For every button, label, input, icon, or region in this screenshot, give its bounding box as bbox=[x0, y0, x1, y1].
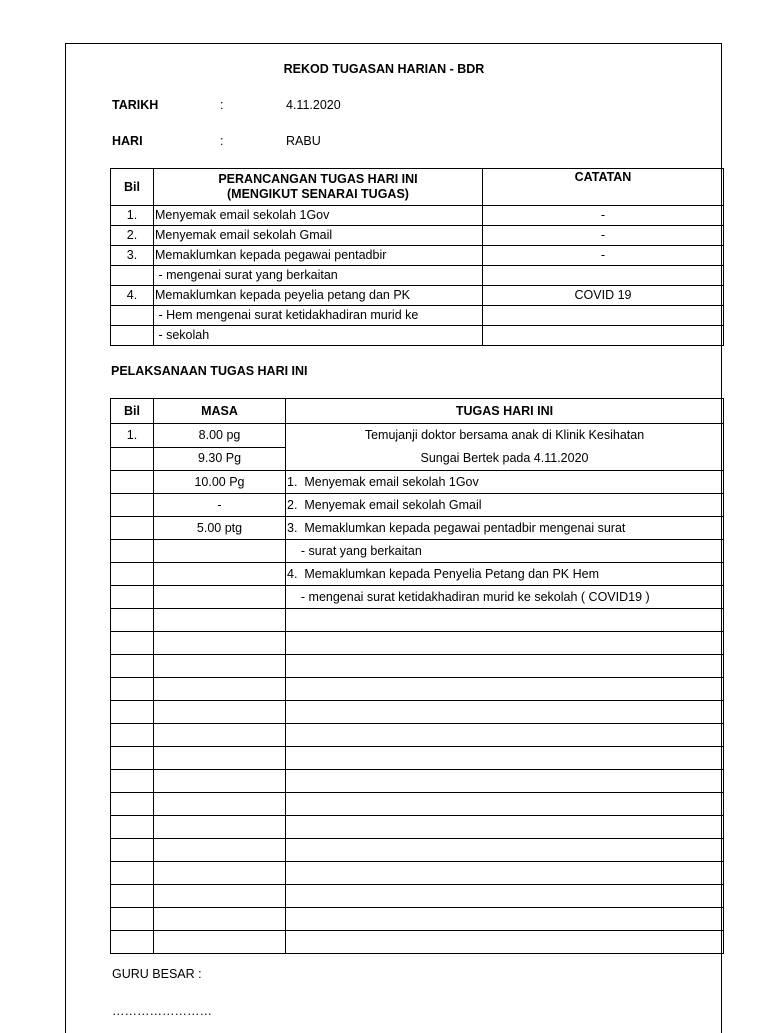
plan-row bbox=[111, 306, 724, 326]
exec-row-tugas: 4. Memaklumkan kepada Penyelia Petang dan PK Hem bbox=[286, 563, 724, 586]
plan-row-note bbox=[483, 326, 724, 346]
execution-empty-row bbox=[111, 724, 724, 747]
exec-empty-bil bbox=[111, 839, 154, 862]
execution-heading: PELAKSANAAN TUGAS HARI INI bbox=[111, 364, 308, 378]
exec-empty-tugas bbox=[286, 839, 724, 862]
exec-row-bil bbox=[111, 471, 154, 494]
exec-empty-masa bbox=[154, 931, 286, 954]
execution-empty-row bbox=[111, 770, 724, 793]
exec-empty-tugas bbox=[286, 862, 724, 885]
plan-row-note: - bbox=[483, 206, 724, 226]
execution-empty-row bbox=[111, 931, 724, 954]
exec-row-masa: 8.00 pg bbox=[154, 424, 286, 448]
exec-row-masa: 10.00 Pg bbox=[154, 471, 286, 494]
plan-row-task: Memaklumkan kepada peyelia petang dan PK bbox=[154, 286, 483, 306]
plan-header-perancangan bbox=[154, 169, 483, 206]
exec-row-masa bbox=[154, 563, 286, 586]
exec-row-tugas: 2. Menyemak email sekolah Gmail bbox=[286, 494, 724, 517]
tarikh-value: 4.11.2020 bbox=[286, 98, 341, 112]
exec-empty-masa bbox=[154, 655, 286, 678]
hari-colon: : bbox=[220, 134, 224, 148]
plan-row-note bbox=[483, 266, 724, 286]
exec-row-tugas: - surat yang berkaitan bbox=[286, 540, 724, 563]
exec-empty-masa bbox=[154, 678, 286, 701]
plan-row bbox=[111, 266, 724, 286]
exec-empty-masa bbox=[154, 747, 286, 770]
hari-value: RABU bbox=[286, 134, 321, 148]
exec-empty-bil bbox=[111, 908, 154, 931]
exec-header-masa: MASA bbox=[154, 399, 286, 424]
exec-row-masa: 9.30 Pg bbox=[154, 447, 286, 471]
exec-row-masa bbox=[154, 586, 286, 609]
exec-empty-masa bbox=[154, 701, 286, 724]
exec-empty-bil bbox=[111, 678, 154, 701]
exec-row-bil bbox=[111, 563, 154, 586]
exec-header-bil: Bil bbox=[111, 399, 154, 424]
tarikh-colon: : bbox=[220, 98, 224, 112]
execution-empty-row bbox=[111, 678, 724, 701]
plan-row-task: Menyemak email sekolah Gmail bbox=[154, 226, 483, 246]
execution-table bbox=[110, 398, 724, 954]
exec-empty-tugas bbox=[286, 770, 724, 793]
exec-empty-tugas bbox=[286, 701, 724, 724]
exec-first-task bbox=[286, 424, 724, 471]
plan-row-bil bbox=[111, 306, 154, 326]
plan-table bbox=[110, 168, 724, 346]
exec-empty-masa bbox=[154, 908, 286, 931]
exec-empty-bil bbox=[111, 724, 154, 747]
plan-row-bil: 4. bbox=[111, 286, 154, 306]
hari-label: HARI bbox=[112, 134, 143, 148]
exec-empty-tugas bbox=[286, 793, 724, 816]
exec-row-bil bbox=[111, 517, 154, 540]
exec-row-tugas: - mengenai surat ketidakhadiran murid ke sekolah ( COVID19 ) bbox=[286, 586, 724, 609]
execution-empty-row bbox=[111, 701, 724, 724]
execution-empty-row bbox=[111, 655, 724, 678]
plan-row bbox=[111, 226, 724, 246]
exec-row-tugas: 3. Memaklumkan kepada pegawai pentadbir mengenai surat bbox=[286, 517, 724, 540]
execution-empty-row bbox=[111, 908, 724, 931]
plan-row-bil: 3. bbox=[111, 246, 154, 266]
exec-row-bil bbox=[111, 447, 154, 471]
exec-header-tugas: TUGAS HARI INI bbox=[286, 399, 724, 424]
exec-empty-bil bbox=[111, 816, 154, 839]
exec-empty-masa bbox=[154, 862, 286, 885]
guru-besar-label: GURU BESAR : bbox=[112, 967, 202, 981]
execution-row bbox=[111, 424, 724, 448]
exec-empty-tugas bbox=[286, 609, 724, 632]
exec-row-bil bbox=[111, 494, 154, 517]
exec-empty-masa bbox=[154, 839, 286, 862]
exec-empty-masa bbox=[154, 885, 286, 908]
plan-row-bil: 1. bbox=[111, 206, 154, 226]
execution-empty-row bbox=[111, 816, 724, 839]
plan-row bbox=[111, 286, 724, 306]
plan-row-task: - mengenai surat yang berkaitan bbox=[154, 266, 483, 286]
exec-empty-bil bbox=[111, 862, 154, 885]
exec-empty-bil bbox=[111, 793, 154, 816]
execution-row bbox=[111, 517, 724, 540]
exec-empty-masa bbox=[154, 770, 286, 793]
exec-empty-bil bbox=[111, 701, 154, 724]
plan-row bbox=[111, 326, 724, 346]
exec-empty-tugas bbox=[286, 655, 724, 678]
plan-row-note bbox=[483, 306, 724, 326]
exec-empty-bil bbox=[111, 609, 154, 632]
exec-empty-tugas bbox=[286, 931, 724, 954]
plan-table-header bbox=[111, 169, 724, 206]
exec-first-task-line1: Temujanji doktor bersama anak di Klinik Kesihatan bbox=[364, 428, 645, 442]
exec-empty-tugas bbox=[286, 908, 724, 931]
exec-empty-tugas bbox=[286, 816, 724, 839]
exec-empty-masa bbox=[154, 816, 286, 839]
plan-row-task: - Hem mengenai surat ketidakhadiran murid ke bbox=[154, 306, 483, 326]
plan-row-bil: 2. bbox=[111, 226, 154, 246]
exec-first-task-line2: Sungai Bertek pada 4.11.2020 bbox=[420, 451, 589, 465]
execution-row bbox=[111, 540, 724, 563]
execution-empty-row bbox=[111, 839, 724, 862]
plan-row bbox=[111, 206, 724, 226]
execution-empty-row bbox=[111, 793, 724, 816]
exec-empty-masa bbox=[154, 724, 286, 747]
execution-empty-row bbox=[111, 862, 724, 885]
exec-empty-masa bbox=[154, 609, 286, 632]
plan-row-task: Menyemak email sekolah 1Gov bbox=[154, 206, 483, 226]
plan-row-note: - bbox=[483, 226, 724, 246]
exec-empty-tugas bbox=[286, 885, 724, 908]
exec-empty-masa bbox=[154, 632, 286, 655]
plan-row-bil bbox=[111, 266, 154, 286]
plan-header-perancangan-line1: PERANCANGAN TUGAS HARI INI bbox=[218, 172, 418, 186]
plan-header-catatan: CATATAN bbox=[483, 169, 724, 206]
execution-empty-row bbox=[111, 632, 724, 655]
plan-header-perancangan-line2: (MENGIKUT SENARAI TUGAS) bbox=[227, 187, 409, 201]
exec-empty-bil bbox=[111, 747, 154, 770]
execution-empty-row bbox=[111, 747, 724, 770]
plan-row-task: - sekolah bbox=[154, 326, 483, 346]
execution-row bbox=[111, 471, 724, 494]
exec-empty-bil bbox=[111, 655, 154, 678]
plan-row-task: Memaklumkan kepada pegawai pentadbir bbox=[154, 246, 483, 266]
exec-row-masa bbox=[154, 540, 286, 563]
exec-row-tugas: 1. Menyemak email sekolah 1Gov bbox=[286, 471, 724, 494]
exec-empty-tugas bbox=[286, 747, 724, 770]
exec-row-masa: 5.00 ptg bbox=[154, 517, 286, 540]
execution-row bbox=[111, 586, 724, 609]
exec-row-bil bbox=[111, 540, 154, 563]
execution-empty-row bbox=[111, 609, 724, 632]
signature-line: …………………… bbox=[112, 1004, 212, 1018]
plan-row-note: COVID 19 bbox=[483, 286, 724, 306]
plan-header-bil: Bil bbox=[111, 169, 154, 206]
execution-empty-row bbox=[111, 885, 724, 908]
plan-row bbox=[111, 246, 724, 266]
execution-row bbox=[111, 563, 724, 586]
exec-row-bil: 1. bbox=[111, 424, 154, 448]
exec-empty-tugas bbox=[286, 632, 724, 655]
exec-empty-bil bbox=[111, 632, 154, 655]
exec-empty-bil bbox=[111, 931, 154, 954]
exec-row-masa: - bbox=[154, 494, 286, 517]
exec-empty-tugas bbox=[286, 724, 724, 747]
exec-empty-bil bbox=[111, 770, 154, 793]
plan-row-note: - bbox=[483, 246, 724, 266]
document-title: REKOD TUGASAN HARIAN - BDR bbox=[283, 62, 485, 76]
exec-row-bil bbox=[111, 586, 154, 609]
tarikh-label: TARIKH bbox=[112, 98, 159, 112]
plan-row-bil bbox=[111, 326, 154, 346]
exec-empty-tugas bbox=[286, 678, 724, 701]
execution-row bbox=[111, 494, 724, 517]
execution-table-header bbox=[111, 399, 724, 424]
exec-empty-bil bbox=[111, 885, 154, 908]
exec-empty-masa bbox=[154, 793, 286, 816]
